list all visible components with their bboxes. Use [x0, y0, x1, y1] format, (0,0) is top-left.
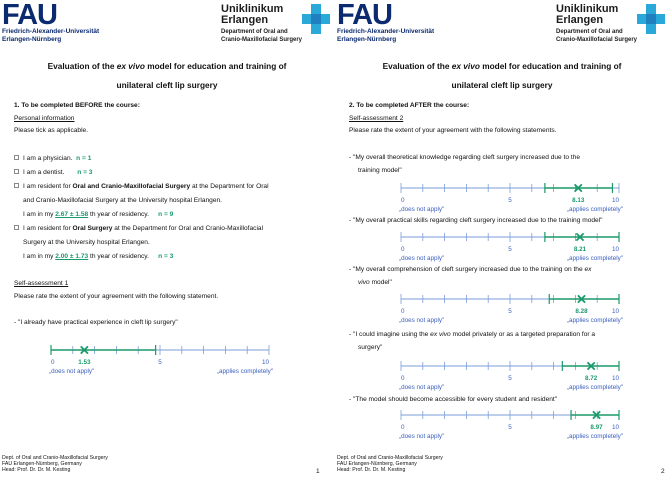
scale-tick-label: 5 — [508, 197, 512, 204]
scale-tick-label: 0 — [401, 375, 405, 382]
mean-value-label: 8.21 — [573, 246, 587, 253]
scale-max-label: „applies completely" — [566, 206, 623, 213]
fau-name-line1: Friedrich-Alexander-Universität — [337, 28, 435, 35]
self-assessment-1-heading: Self-assessment 1 — [14, 280, 69, 287]
scale-tick-label: 0 — [51, 359, 55, 366]
scale-tick-label: 10 — [611, 424, 619, 431]
self-assessment-1-instruction: Please rate the extent of your agreement with the following statement. — [14, 293, 219, 300]
self-assessment-2-instruction: Please rate the extent of your agreement with the following statements. — [349, 127, 557, 134]
mean-value-label: 8.13 — [572, 197, 585, 204]
scale-tick-label: 10 — [611, 375, 619, 382]
scale-tick-label: 0 — [401, 246, 405, 253]
scale-tick-label: 0 — [401, 197, 405, 204]
scale-tick-label: 10 — [611, 308, 619, 315]
scale-min-label: „does not apply" — [399, 255, 445, 262]
option-physician: I am a physician. n = 1 — [14, 155, 91, 163]
os-checkbox[interactable] — [14, 225, 19, 230]
scale-tick-label: 0 — [401, 308, 405, 315]
rating-scale-2-1[interactable] — [399, 178, 621, 214]
fau-logo — [337, 2, 434, 44]
fau-name-line1: Friedrich-Alexander-Universität — [2, 28, 100, 35]
os-year-value: 2.00 ± 1.73 — [55, 253, 89, 260]
rating-scale-2-5[interactable] — [399, 405, 621, 441]
uk-name-line2: Erlangen — [556, 14, 604, 26]
scale-max-label: „applies completely" — [566, 317, 623, 324]
rating-scale-1[interactable] — [49, 340, 271, 380]
footer: Dept. of Oral and Cranio-Maxillofacial Surgery FAU Erlangen-Nürnberg, Germany Head: Prof. Dr. Dr. M. Kesting — [337, 455, 443, 473]
statement-2-line1: - "My overall practical skills regarding cleft surgery increased due to the training model" — [349, 217, 603, 224]
option-dentist: I am a dentist. n = 3 — [14, 169, 92, 177]
physician-count: n = 1 — [76, 155, 92, 162]
option-os-resident: I am resident for Oral Surgery at the Department for Oral and Cranio-Maxillofacial — [14, 225, 263, 233]
scale-max-label: „applies completely" — [566, 255, 623, 262]
page-title: Evaluation of the ex vivo model for education and training of unilateral cleft lip surgery — [47, 61, 287, 90]
scale-tick-label: 0 — [401, 424, 405, 431]
scale-tick-label: 5 — [508, 246, 512, 253]
fau-name-line2: Erlangen-Nürnberg — [2, 36, 62, 43]
scale-tick-label: 5 — [508, 375, 512, 382]
uk-dept-line2: Cranio-Maxillofacial Surgery — [221, 36, 303, 43]
fau-logo — [2, 2, 99, 44]
scale-tick-label: 10 — [261, 359, 269, 366]
rating-scale-2-4[interactable] — [399, 356, 621, 392]
footer: Dept. of Oral and Cranio-Maxillofacial Surgery FAU Erlangen-Nürnberg, Germany Head: Prof. Dr. Dr. M. Kesting — [2, 455, 108, 473]
scale-tick-label: 10 — [611, 197, 619, 204]
uk-dept-line2: Cranio-Maxillofacial Surgery — [556, 36, 638, 43]
physician-checkbox[interactable] — [14, 155, 19, 160]
statement-4-line1: - "I could imagine using the ex vivo model privately or as a targeted preparation for a — [349, 331, 596, 338]
mean-value-label: 8.97 — [590, 424, 603, 431]
page-2 — [335, 0, 669, 479]
os-year: I am in my 2.00 ± 1.73 th year of residency. n = 3 — [23, 253, 174, 260]
statement-1-line2: training model" — [358, 167, 402, 174]
section-heading-after: 2. To be completed AFTER the course: — [349, 102, 470, 109]
uk-dept-line1: Department of Oral and — [556, 29, 623, 35]
uk-name-line1: Uniklinikum — [221, 3, 284, 15]
scale-tick-label: 10 — [611, 246, 619, 253]
omfs-year-value: 2.67 ± 1.58 — [55, 211, 89, 218]
uniklinikum-logo — [556, 4, 666, 44]
omfs-checkbox[interactable] — [14, 183, 19, 188]
omfs-line2: and Cranio-Maxillofacial Surgery at the University hospital Erlangen. — [23, 197, 223, 204]
uk-name-line2: Erlangen — [221, 14, 269, 26]
scale-min-label: „does not apply" — [399, 433, 445, 440]
scale-min-label: „does not apply" — [399, 384, 445, 391]
uniklinikum-cross-icon — [637, 4, 665, 34]
scale-tick-label: 5 — [508, 308, 512, 315]
tick-instruction: Please tick as applicable. — [14, 127, 89, 134]
page-title: Evaluation of the ex vivo model for education and training of unilateral cleft lip surgery — [382, 61, 622, 90]
uk-dept-line1: Department of Oral and — [221, 29, 288, 35]
statement-4-line2: surgery" — [358, 344, 383, 351]
mean-value-label: 1.53 — [78, 359, 91, 366]
fau-wordmark: FAU — [337, 0, 392, 31]
scale-tick-label: 5 — [508, 424, 512, 431]
dentist-count: n = 3 — [77, 169, 93, 176]
option-omfs-resident: I am resident for Oral and Cranio-Maxillofacial Surgery at the Department for Oral — [14, 183, 269, 191]
uk-name-line1: Uniklinikum — [556, 3, 619, 15]
statement-3-line2: vivo model" — [358, 279, 392, 286]
rating-scale-2-3[interactable] — [399, 289, 621, 325]
scale-min-label: „does not apply" — [399, 317, 445, 324]
scale-max-label: „applies completely" — [216, 368, 273, 375]
fau-name-line2: Erlangen-Nürnberg — [337, 36, 397, 43]
fau-wordmark: FAU — [2, 0, 57, 31]
uniklinikum-logo — [221, 4, 331, 44]
statement-practical-experience: - "I already have practical experience in cleft lip surgery" — [14, 319, 178, 326]
scale-max-label: „applies completely" — [566, 384, 623, 391]
self-assessment-2-heading: Self-assessment 2 — [349, 115, 404, 122]
mean-value-label: 8.28 — [575, 308, 588, 315]
rating-scale-2-2[interactable] — [399, 227, 621, 263]
page-number: 2 — [661, 468, 665, 475]
statement-3-line1: - "My overall comprehension of cleft surgery increased due to the training on the ex — [349, 266, 592, 273]
page-1 — [0, 0, 334, 479]
scale-min-label: „does not apply" — [399, 206, 445, 213]
scale-min-label: „does not apply" — [49, 368, 95, 375]
personal-info-heading: Personal information — [14, 115, 75, 122]
section-heading-before: 1. To be completed BEFORE the course: — [14, 102, 140, 109]
statement-1-line1: - "My overall theoretical knowledge regarding cleft surgery increased due to the — [349, 154, 581, 161]
statement-5-line1: - "The model should become accessible for every student and resident" — [349, 396, 558, 403]
scale-max-label: „applies completely" — [566, 433, 623, 440]
os-count: n = 3 — [158, 253, 174, 260]
scale-tick-label: 5 — [158, 359, 162, 366]
uniklinikum-cross-icon — [302, 4, 330, 34]
os-line2: Surgery at the University hospital Erlangen. — [23, 239, 150, 246]
dentist-checkbox[interactable] — [14, 169, 19, 174]
omfs-count: n = 9 — [158, 211, 174, 218]
mean-value-label: 8.72 — [584, 375, 598, 382]
page-number: 1 — [316, 468, 320, 475]
omfs-year: I am in my 2.67 ± 1.58 th year of residency. n = 9 — [23, 211, 174, 218]
